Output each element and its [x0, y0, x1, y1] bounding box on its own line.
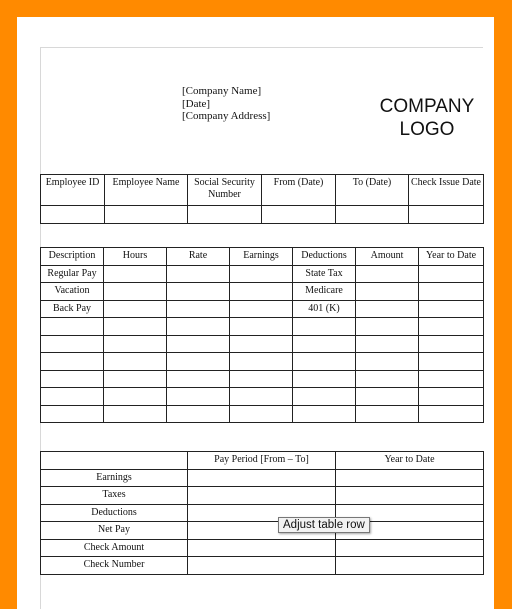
summary-row-label: Deductions	[41, 504, 188, 522]
table-row	[41, 487, 484, 505]
table-cell[interactable]	[356, 335, 419, 353]
table-cell[interactable]	[104, 335, 167, 353]
header-year-to-date: Year to Date	[419, 248, 484, 266]
header-to-date: To (Date)	[336, 175, 409, 206]
table-row	[41, 504, 484, 522]
document-date: [Date]	[182, 97, 211, 110]
table-cell[interactable]	[188, 487, 336, 505]
table-row	[41, 539, 484, 557]
table-cell[interactable]	[167, 300, 230, 318]
from-date-cell[interactable]	[262, 206, 336, 224]
description-cell[interactable]	[41, 318, 104, 336]
table-cell[interactable]	[356, 405, 419, 423]
table-cell[interactable]	[356, 265, 419, 283]
deduction-cell[interactable]	[293, 335, 356, 353]
table-cell[interactable]	[419, 335, 484, 353]
description-cell[interactable]	[41, 388, 104, 406]
logo-line-1: COMPANY	[379, 96, 475, 117]
table-cell[interactable]	[230, 370, 293, 388]
table-cell[interactable]	[104, 353, 167, 371]
table-row	[41, 405, 484, 423]
table-cell[interactable]	[104, 370, 167, 388]
to-date-cell[interactable]	[336, 206, 409, 224]
table-cell[interactable]	[230, 300, 293, 318]
description-cell[interactable]	[41, 405, 104, 423]
header-check-issue-date: Check Issue Date	[409, 175, 484, 206]
table-cell[interactable]	[188, 539, 336, 557]
deduction-cell[interactable]: State Tax	[293, 265, 356, 283]
company-info	[182, 85, 270, 123]
table-cell[interactable]	[230, 283, 293, 301]
table-cell[interactable]	[167, 353, 230, 371]
table-cell[interactable]	[356, 300, 419, 318]
table-row	[41, 522, 484, 540]
header-amount: Amount	[356, 248, 419, 266]
company-address: [Company Address]	[182, 110, 271, 122]
header-employee-id: Employee ID	[41, 175, 105, 206]
description-cell[interactable]: Regular Pay	[41, 265, 104, 283]
table-row	[41, 469, 484, 487]
table-row	[41, 335, 484, 353]
deduction-cell[interactable]	[293, 370, 356, 388]
table-cell[interactable]	[167, 283, 230, 301]
table-cell[interactable]	[188, 469, 336, 487]
table-cell[interactable]	[230, 335, 293, 353]
description-cell[interactable]: Back Pay	[41, 300, 104, 318]
table-cell[interactable]	[104, 265, 167, 283]
check-issue-date-cell[interactable]	[409, 206, 484, 224]
employee-info-table	[40, 174, 484, 224]
header-description: Description	[41, 248, 104, 266]
employee-id-cell[interactable]	[41, 206, 105, 224]
table-row	[41, 265, 484, 283]
table-cell[interactable]	[356, 283, 419, 301]
table-cell[interactable]	[356, 353, 419, 371]
table-row	[41, 353, 484, 371]
header-summary-ytd: Year to Date	[336, 452, 484, 470]
table-cell[interactable]	[336, 539, 484, 557]
table-cell[interactable]	[356, 388, 419, 406]
deduction-cell[interactable]: 401 (K)	[293, 300, 356, 318]
table-cell[interactable]	[104, 388, 167, 406]
header-employee-name: Employee Name	[105, 175, 188, 206]
table-cell[interactable]	[356, 318, 419, 336]
table-cell[interactable]	[167, 405, 230, 423]
table-cell[interactable]	[419, 353, 484, 371]
table-cell[interactable]	[167, 318, 230, 336]
table-header-row	[41, 248, 484, 266]
deduction-cell[interactable]	[293, 405, 356, 423]
company-name: [Company Name]	[182, 85, 262, 97]
table-row	[41, 388, 484, 406]
table-cell[interactable]	[167, 388, 230, 406]
table-cell[interactable]	[419, 388, 484, 406]
table-cell[interactable]	[104, 300, 167, 318]
deduction-cell[interactable]	[293, 318, 356, 336]
table-header-row	[41, 175, 484, 206]
header-rate: Rate	[167, 248, 230, 266]
adjust-row-tooltip: Adjust table row	[278, 517, 370, 533]
table-header-row	[41, 452, 484, 470]
table-cell[interactable]	[419, 370, 484, 388]
summary-row-label: Net Pay	[41, 522, 188, 540]
table-cell[interactable]	[230, 405, 293, 423]
table-cell[interactable]	[104, 283, 167, 301]
company-logo	[367, 95, 487, 141]
description-cell[interactable]	[41, 370, 104, 388]
header-deductions: Deductions	[293, 248, 356, 266]
header-from-date: From (Date)	[262, 175, 336, 206]
ssn-cell[interactable]	[188, 206, 262, 224]
table-cell[interactable]	[356, 370, 419, 388]
table-row	[41, 206, 484, 224]
table-cell[interactable]	[230, 388, 293, 406]
header-hours: Hours	[104, 248, 167, 266]
summary-row-label: Check Number	[41, 557, 188, 575]
table-cell[interactable]	[336, 469, 484, 487]
table-cell[interactable]	[230, 265, 293, 283]
table-cell[interactable]	[167, 370, 230, 388]
description-cell[interactable]	[41, 335, 104, 353]
deduction-cell[interactable]	[293, 353, 356, 371]
summary-row-label: Check Amount	[41, 539, 188, 557]
table-cell[interactable]	[230, 318, 293, 336]
summary-row-label: Taxes	[41, 487, 188, 505]
table-cell[interactable]	[167, 265, 230, 283]
table-row	[41, 283, 484, 301]
deduction-cell[interactable]	[293, 388, 356, 406]
earnings-deductions-table	[40, 247, 484, 423]
deduction-cell[interactable]: Medicare	[293, 283, 356, 301]
pay-summary-table	[40, 451, 484, 575]
document-page	[17, 17, 494, 609]
table-row	[41, 370, 484, 388]
logo-line-2: LOGO	[399, 119, 455, 140]
table-row	[41, 557, 484, 575]
table-cell[interactable]	[104, 318, 167, 336]
header-ssn: Social Security Number	[188, 175, 262, 206]
table-cell[interactable]	[336, 557, 484, 575]
table-cell[interactable]	[167, 335, 230, 353]
employee-name-cell[interactable]	[105, 206, 188, 224]
table-row	[41, 300, 484, 318]
table-cell[interactable]	[230, 353, 293, 371]
table-cell[interactable]	[419, 283, 484, 301]
summary-row-label: Earnings	[41, 469, 188, 487]
table-row	[41, 318, 484, 336]
table-cell[interactable]	[188, 557, 336, 575]
header-earnings: Earnings	[230, 248, 293, 266]
table-cell[interactable]	[419, 300, 484, 318]
table-cell[interactable]	[104, 405, 167, 423]
table-cell[interactable]	[336, 487, 484, 505]
description-cell[interactable]: Vacation	[41, 283, 104, 301]
summary-header-blank	[41, 452, 188, 470]
table-cell[interactable]	[419, 318, 484, 336]
description-cell[interactable]	[41, 353, 104, 371]
table-cell[interactable]	[419, 405, 484, 423]
header-pay-period: Pay Period [From – To]	[188, 452, 336, 470]
table-cell[interactable]	[419, 265, 484, 283]
